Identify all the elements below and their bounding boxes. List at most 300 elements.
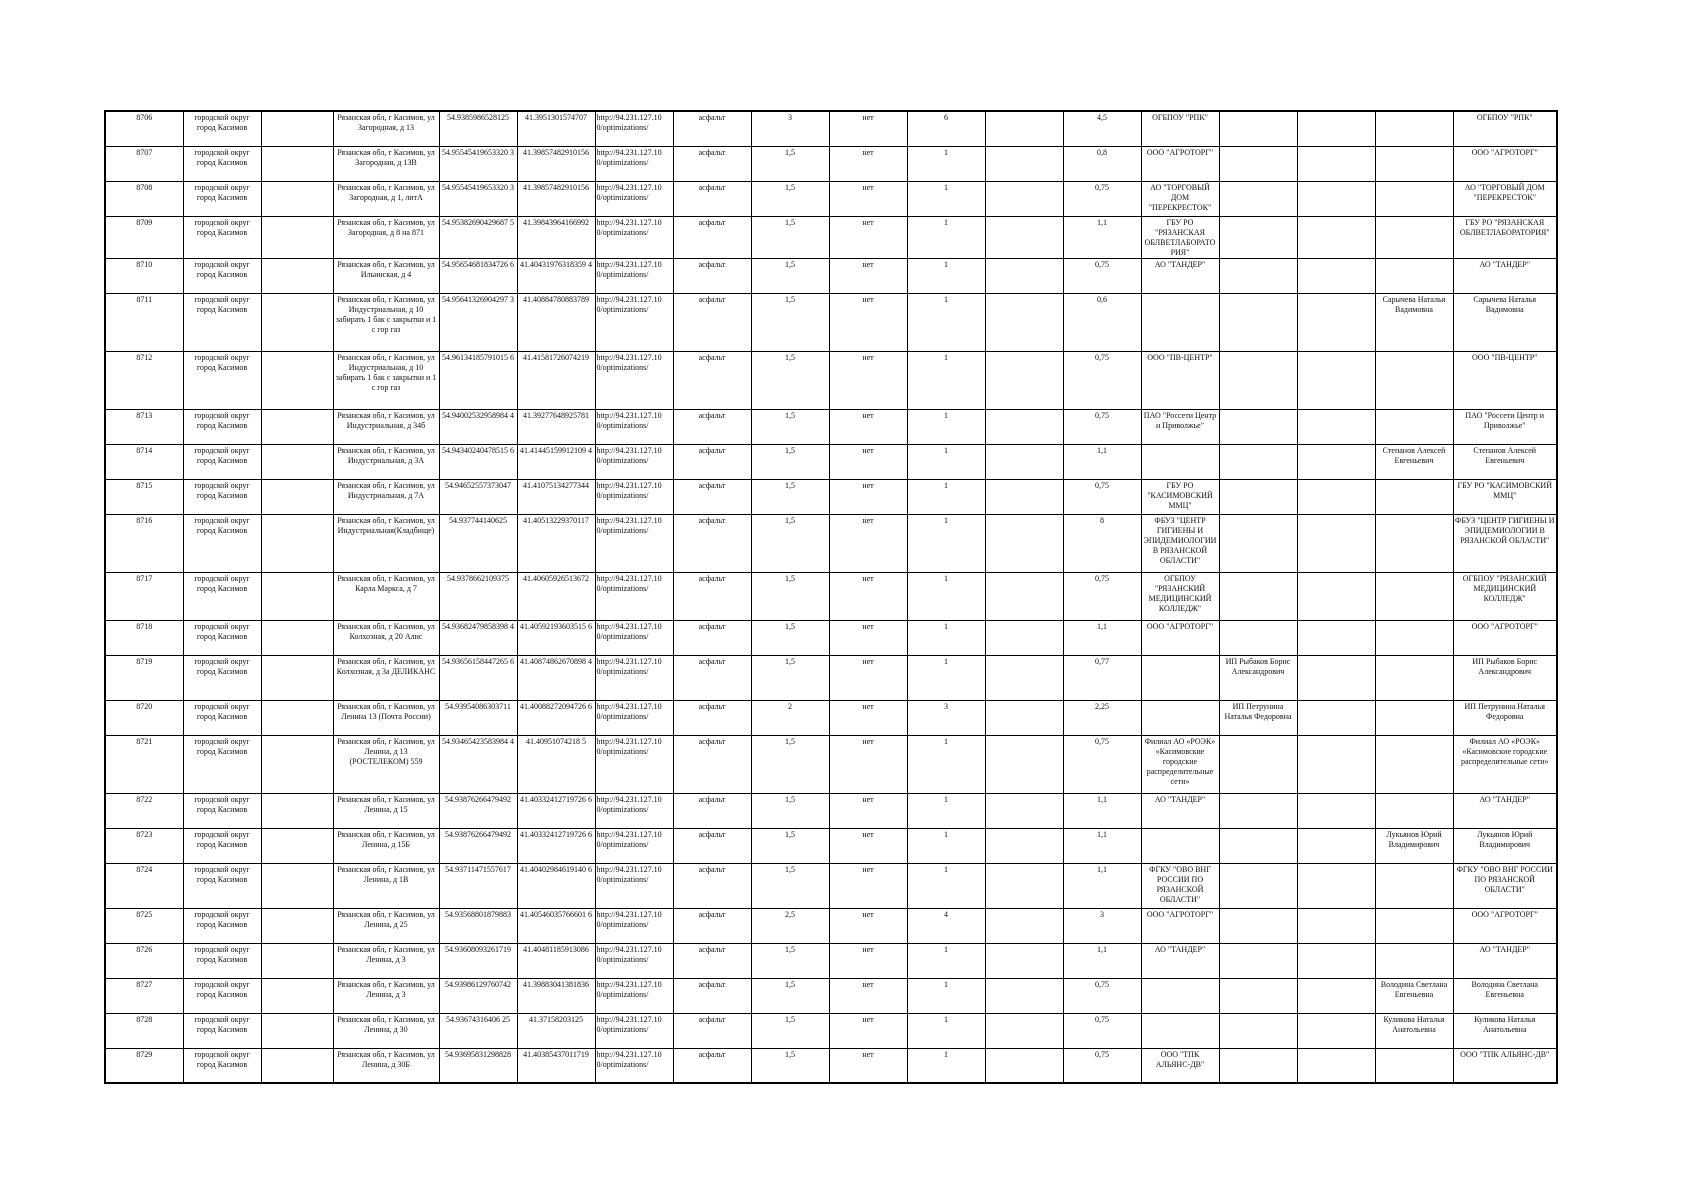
organization-cell: АО "ТАНДЕР" — [1141, 943, 1219, 978]
longitude-cell: 41.40592193603515 6 — [517, 620, 595, 655]
empty-cell — [985, 181, 1063, 216]
surface-cell: асфальт — [673, 700, 751, 735]
shelter-cell: нет — [829, 828, 907, 863]
container-count-cell: 1 — [907, 146, 985, 181]
district-cell: городской округ город Касимов — [183, 655, 261, 700]
map-link[interactable]: http://94.231.127.10 0/optimizations/ — [595, 514, 673, 572]
individual-cell — [1375, 793, 1453, 828]
district-cell: городской округ город Касимов — [183, 735, 261, 793]
surface-cell: асфальт — [673, 409, 751, 444]
map-link[interactable]: http://94.231.127.10 0/optimizations/ — [595, 793, 673, 828]
district-cell: городской округ город Касимов — [183, 293, 261, 351]
area-cell: 1,5 — [751, 181, 829, 216]
shelter-cell: нет — [829, 258, 907, 293]
surface-cell: асфальт — [673, 978, 751, 1013]
empty-cell — [1297, 479, 1375, 514]
map-link[interactable]: http://94.231.127.10 0/optimizations/ — [595, 978, 673, 1013]
individual-cell: Куликова Наталья Анатольевна — [1375, 1013, 1453, 1048]
shelter-cell: нет — [829, 655, 907, 700]
empty-cell — [985, 409, 1063, 444]
empty-cell — [261, 293, 333, 351]
map-link[interactable]: http://94.231.127.10 0/optimizations/ — [595, 181, 673, 216]
area-cell: 1,5 — [751, 409, 829, 444]
shelter-cell: нет — [829, 111, 907, 146]
empty-cell — [985, 620, 1063, 655]
waste-source-owner-cell: ИП Рыбаков Борис Александрович — [1453, 655, 1557, 700]
map-link[interactable]: http://94.231.127.10 0/optimizations/ — [595, 908, 673, 943]
table-row — [105, 655, 1557, 700]
map-link[interactable]: http://94.231.127.10 0/optimizations/ — [595, 444, 673, 479]
longitude-cell: 41.41445159912109 4 — [517, 444, 595, 479]
container-count-cell: 1 — [907, 828, 985, 863]
waste-source-owner-cell: ФБУЗ "ЦЕНТР ГИГИЕНЫ И ЭПИДЕМИОЛОГИИ В РЯЗАНСКОЙ ОБЛАСТИ" — [1453, 514, 1557, 572]
longitude-cell: 41.37158203125 — [517, 1013, 595, 1048]
latitude-cell: 54.96134185791015 6 — [439, 351, 517, 409]
area-cell: 1,5 — [751, 444, 829, 479]
entrepreneur-cell — [1219, 978, 1297, 1013]
empty-cell — [1297, 978, 1375, 1013]
district-cell: городской округ город Касимов — [183, 828, 261, 863]
empty-cell — [985, 700, 1063, 735]
individual-cell — [1375, 1048, 1453, 1083]
latitude-cell: 54.94340240478515 6 — [439, 444, 517, 479]
surface-cell: асфальт — [673, 146, 751, 181]
empty-cell — [261, 479, 333, 514]
address-cell: Рязанская обл, г Касимов, ул Индустриальная(Кладбище) — [333, 514, 439, 572]
table-row — [105, 828, 1557, 863]
entrepreneur-cell — [1219, 620, 1297, 655]
map-link[interactable]: http://94.231.127.10 0/optimizations/ — [595, 479, 673, 514]
entrepreneur-cell — [1219, 293, 1297, 351]
longitude-cell: 41.40546035766601 6 — [517, 908, 595, 943]
surface-cell: асфальт — [673, 111, 751, 146]
address-cell: Рязанская обл, г Касимов, ул Ленина, д 1В — [333, 863, 439, 908]
empty-cell — [261, 111, 333, 146]
individual-cell — [1375, 111, 1453, 146]
surface-cell: асфальт — [673, 793, 751, 828]
latitude-cell: 54.95654681834726 6 — [439, 258, 517, 293]
empty-cell — [1297, 1048, 1375, 1083]
table-row — [105, 293, 1557, 351]
area-cell: 1,5 — [751, 793, 829, 828]
row-number: 8726 — [105, 943, 183, 978]
organization-cell: ООО "ПВ-ЦЕНТР" — [1141, 351, 1219, 409]
district-cell: городской округ город Касимов — [183, 1013, 261, 1048]
row-number: 8725 — [105, 908, 183, 943]
organization-cell — [1141, 293, 1219, 351]
longitude-cell: 41.39843964166992 — [517, 216, 595, 258]
surface-cell: асфальт — [673, 1048, 751, 1083]
container-count-cell: 1 — [907, 793, 985, 828]
empty-cell — [1297, 700, 1375, 735]
address-cell: Рязанская обл, г Касимов, ул Загородная, д 8 на 871 — [333, 216, 439, 258]
empty-cell — [261, 793, 333, 828]
empty-cell — [261, 216, 333, 258]
individual-cell — [1375, 216, 1453, 258]
individual-cell — [1375, 700, 1453, 735]
row-number: 8722 — [105, 793, 183, 828]
container-count-cell: 1 — [907, 181, 985, 216]
empty-cell — [1297, 514, 1375, 572]
waste-source-owner-cell: ИП Петрунина Наталья Федоровна — [1453, 700, 1557, 735]
row-number: 8706 — [105, 111, 183, 146]
longitude-cell: 41.40402984619140 6 — [517, 863, 595, 908]
row-number: 8721 — [105, 735, 183, 793]
address-cell: Рязанская обл, г Касимов, ул Ленина, д 15 — [333, 793, 439, 828]
longitude-cell: 41.40951074218 5 — [517, 735, 595, 793]
individual-cell — [1375, 908, 1453, 943]
organization-cell: ГБУ РО "КАСИМОВСКИЙ ММЦ" — [1141, 479, 1219, 514]
address-cell: Рязанская обл, г Касимов, ул Ленина, д 30 — [333, 1013, 439, 1048]
table-row — [105, 943, 1557, 978]
latitude-cell: 54.94002532958984 4 — [439, 409, 517, 444]
table-row — [105, 863, 1557, 908]
empty-cell — [985, 943, 1063, 978]
surface-cell: асфальт — [673, 479, 751, 514]
container-count-cell: 1 — [907, 863, 985, 908]
area-cell: 1,5 — [751, 216, 829, 258]
row-number: 8713 — [105, 409, 183, 444]
table-row — [105, 111, 1557, 146]
empty-cell — [1297, 111, 1375, 146]
container-count-cell: 1 — [907, 572, 985, 620]
map-link[interactable]: http://94.231.127.10 0/optimizations/ — [595, 828, 673, 863]
map-link[interactable]: http://94.231.127.10 0/optimizations/ — [595, 735, 673, 793]
organization-cell: ОГБПОУ "РЯЗАНСКИЙ МЕДИЦИНСКИЙ КОЛЛЕДЖ" — [1141, 572, 1219, 620]
volume-cell: 0,75 — [1063, 978, 1141, 1013]
empty-cell — [985, 146, 1063, 181]
empty-cell — [985, 735, 1063, 793]
volume-cell: 0,75 — [1063, 181, 1141, 216]
row-number: 8710 — [105, 258, 183, 293]
organization-cell: ПАО "Россети Центр и Приволжье" — [1141, 409, 1219, 444]
individual-cell — [1375, 258, 1453, 293]
individual-cell — [1375, 943, 1453, 978]
waste-source-owner-cell: ООО "ТПК АЛЬЯНС-ДВ" — [1453, 1048, 1557, 1083]
map-link[interactable]: http://94.231.127.10 0/optimizations/ — [595, 1048, 673, 1083]
container-count-cell: 1 — [907, 293, 985, 351]
latitude-cell: 54.93695831298828 — [439, 1048, 517, 1083]
surface-cell: асфальт — [673, 258, 751, 293]
organization-cell — [1141, 655, 1219, 700]
latitude-cell: 54.93465423583984 4 — [439, 735, 517, 793]
waste-source-owner-cell: Володина Светлана Евгеньевна — [1453, 978, 1557, 1013]
shelter-cell: нет — [829, 735, 907, 793]
map-link[interactable]: http://94.231.127.10 0/optimizations/ — [595, 258, 673, 293]
waste-source-owner-cell: ГБУ РО "РЯЗАНСКАЯ ОБЛВЕТЛАБОРАТОРИЯ" — [1453, 216, 1557, 258]
empty-cell — [985, 1013, 1063, 1048]
organization-cell — [1141, 1013, 1219, 1048]
row-number: 8717 — [105, 572, 183, 620]
organization-cell: Филиал АО «РОЭК» «Касимовские городские распределительные сети» — [1141, 735, 1219, 793]
empty-cell — [1297, 146, 1375, 181]
address-cell: Рязанская обл, г Касимов, ул Загородная, д 13 — [333, 111, 439, 146]
map-link[interactable]: http://94.231.127.10 0/optimizations/ — [595, 655, 673, 700]
organization-cell: АО "ТАНДЕР" — [1141, 258, 1219, 293]
shelter-cell: нет — [829, 293, 907, 351]
waste-source-owner-cell: ОГБПОУ "РЯЗАНСКИЙ МЕДИЦИНСКИЙ КОЛЛЕДЖ" — [1453, 572, 1557, 620]
table-row — [105, 700, 1557, 735]
volume-cell: 2,25 — [1063, 700, 1141, 735]
individual-cell — [1375, 181, 1453, 216]
latitude-cell: 54.937744140625 — [439, 514, 517, 572]
individual-cell — [1375, 514, 1453, 572]
surface-cell: асфальт — [673, 828, 751, 863]
longitude-cell: 41.40481185913086 — [517, 943, 595, 978]
empty-cell — [985, 258, 1063, 293]
waste-source-owner-cell: ОГБПОУ "РПК" — [1453, 111, 1557, 146]
empty-cell — [261, 735, 333, 793]
empty-cell — [985, 655, 1063, 700]
latitude-cell: 54.94652557373047 — [439, 479, 517, 514]
organization-cell: ООО "АГРОТОРГ" — [1141, 908, 1219, 943]
longitude-cell: 41.40605926513672 — [517, 572, 595, 620]
container-count-cell: 1 — [907, 514, 985, 572]
empty-cell — [1297, 908, 1375, 943]
district-cell: городской округ город Касимов — [183, 978, 261, 1013]
shelter-cell: нет — [829, 908, 907, 943]
longitude-cell: 41.40332412719726 6 — [517, 828, 595, 863]
latitude-cell: 54.95382690429687 5 — [439, 216, 517, 258]
map-link[interactable]: http://94.231.127.10 0/optimizations/ — [595, 216, 673, 258]
waste-source-owner-cell: Сарычева Наталья Вадимовна — [1453, 293, 1557, 351]
empty-cell — [985, 572, 1063, 620]
map-link[interactable]: http://94.231.127.10 0/optimizations/ — [595, 293, 673, 351]
longitude-cell: 41.39883041381836 — [517, 978, 595, 1013]
address-cell: Рязанская обл, г Касимов, ул Загородная, д 13В — [333, 146, 439, 181]
area-cell: 1,5 — [751, 351, 829, 409]
waste-source-owner-cell: АО "ТОРГОВЫЙ ДОМ "ПЕРЕКРЕСТОК" — [1453, 181, 1557, 216]
longitude-cell: 41.39857482910156 — [517, 146, 595, 181]
address-cell: Рязанская обл, г Касимов, ул Индустриальная, д 10 забирать 1 бак с закрытки и 1 с гор газ — [333, 351, 439, 409]
shelter-cell: нет — [829, 514, 907, 572]
empty-cell — [1297, 1013, 1375, 1048]
individual-cell: Володина Светлана Евгеньевна — [1375, 978, 1453, 1013]
district-cell: городской округ город Касимов — [183, 146, 261, 181]
waste-source-owner-cell: ПАО "Россети Центр и Приволжье" — [1453, 409, 1557, 444]
longitude-cell: 41.3951301574707 — [517, 111, 595, 146]
waste-source-owner-cell: ООО "АГРОТОРГ" — [1453, 908, 1557, 943]
map-link[interactable]: http://94.231.127.10 0/optimizations/ — [595, 1013, 673, 1048]
table-row — [105, 181, 1557, 216]
row-number: 8729 — [105, 1048, 183, 1083]
area-cell: 1,5 — [751, 978, 829, 1013]
waste-source-owner-cell: ООО "АГРОТОРГ" — [1453, 146, 1557, 181]
shelter-cell: нет — [829, 444, 907, 479]
row-number: 8712 — [105, 351, 183, 409]
district-cell: городской округ город Касимов — [183, 572, 261, 620]
empty-cell — [261, 978, 333, 1013]
organization-cell: ООО "ТПК АЛЬЯНС-ДВ" — [1141, 1048, 1219, 1083]
shelter-cell: нет — [829, 1013, 907, 1048]
waste-source-owner-cell: Лукьянов Юрий Владимирович — [1453, 828, 1557, 863]
empty-cell — [261, 351, 333, 409]
organization-cell: ФГКУ "ОВО ВНГ РОССИИ ПО РЯЗАНСКОЙ ОБЛАСТИ" — [1141, 863, 1219, 908]
organization-cell: АО "ТОРГОВЫЙ ДОМ "ПЕРЕКРЕСТОК" — [1141, 181, 1219, 216]
shelter-cell: нет — [829, 620, 907, 655]
latitude-cell: 54.93682479858398 4 — [439, 620, 517, 655]
volume-cell: 4,5 — [1063, 111, 1141, 146]
map-link[interactable]: http://94.231.127.10 0/optimizations/ — [595, 351, 673, 409]
table-row — [105, 409, 1557, 444]
individual-cell — [1375, 409, 1453, 444]
empty-cell — [985, 863, 1063, 908]
table-row — [105, 216, 1557, 258]
address-cell: Рязанская обл, г Касимов, ул Индустриальная, д 7А — [333, 479, 439, 514]
district-cell: городской округ город Касимов — [183, 943, 261, 978]
entrepreneur-cell — [1219, 793, 1297, 828]
entrepreneur-cell — [1219, 1048, 1297, 1083]
district-cell: городской округ город Касимов — [183, 514, 261, 572]
map-link[interactable]: http://94.231.127.10 0/optimizations/ — [595, 146, 673, 181]
address-cell: Рязанская обл, г Касимов, ул Ленина, д 3 — [333, 978, 439, 1013]
organization-cell: ГБУ РО "РЯЗАНСКАЯ ОБЛВЕТЛАБОРАТОРИЯ" — [1141, 216, 1219, 258]
container-count-cell: 1 — [907, 978, 985, 1013]
address-cell: Рязанская обл, г Касимов, ул Индустриальная, д 10 забирать 1 бак с закрытки и 1 с гор газ — [333, 293, 439, 351]
registry-sheet — [104, 110, 1558, 1084]
organization-cell — [1141, 444, 1219, 479]
table-row — [105, 1048, 1557, 1083]
organization-cell: АО "ТАНДЕР" — [1141, 793, 1219, 828]
map-link[interactable]: http://94.231.127.10 0/optimizations/ — [595, 620, 673, 655]
registry-table — [104, 110, 1558, 1084]
latitude-cell: 54.93674316406 25 — [439, 1013, 517, 1048]
row-number: 8708 — [105, 181, 183, 216]
container-count-cell: 1 — [907, 351, 985, 409]
volume-cell: 0,75 — [1063, 572, 1141, 620]
map-link[interactable]: http://94.231.127.10 0/optimizations/ — [595, 943, 673, 978]
empty-cell — [985, 1048, 1063, 1083]
individual-cell — [1375, 863, 1453, 908]
individual-cell: Степанов Алексей Евгеньевич — [1375, 444, 1453, 479]
volume-cell: 1,1 — [1063, 943, 1141, 978]
area-cell: 1,5 — [751, 479, 829, 514]
area-cell: 1,5 — [751, 735, 829, 793]
longitude-cell: 41.39277648925781 — [517, 409, 595, 444]
volume-cell: 0,75 — [1063, 479, 1141, 514]
individual-cell: Лукьянов Юрий Владимирович — [1375, 828, 1453, 863]
container-count-cell: 1 — [907, 943, 985, 978]
organization-cell — [1141, 700, 1219, 735]
organization-cell — [1141, 978, 1219, 1013]
organization-cell: ООО "АГРОТОРГ" — [1141, 620, 1219, 655]
entrepreneur-cell — [1219, 409, 1297, 444]
surface-cell: асфальт — [673, 943, 751, 978]
entrepreneur-cell — [1219, 351, 1297, 409]
map-link[interactable]: http://94.231.127.10 0/optimizations/ — [595, 863, 673, 908]
empty-cell — [261, 181, 333, 216]
entrepreneur-cell — [1219, 146, 1297, 181]
waste-source-owner-cell: Филиал АО «РОЭК» «Касимовские городские распределительные сети» — [1453, 735, 1557, 793]
volume-cell: 0,6 — [1063, 293, 1141, 351]
entrepreneur-cell — [1219, 735, 1297, 793]
latitude-cell: 54.95545419653320 3 — [439, 146, 517, 181]
volume-cell: 3 — [1063, 908, 1141, 943]
surface-cell: асфальт — [673, 620, 751, 655]
empty-cell — [261, 146, 333, 181]
container-count-cell: 4 — [907, 908, 985, 943]
container-count-cell: 6 — [907, 111, 985, 146]
address-cell: Рязанская обл, г Касимов, ул Ленина, д 13 (РОСТЕЛЕКОМ) 559 — [333, 735, 439, 793]
row-number: 8727 — [105, 978, 183, 1013]
surface-cell: асфальт — [673, 293, 751, 351]
volume-cell: 0,75 — [1063, 258, 1141, 293]
container-count-cell: 3 — [907, 700, 985, 735]
map-link[interactable]: http://94.231.127.10 0/optimizations/ — [595, 409, 673, 444]
organization-cell — [1141, 828, 1219, 863]
latitude-cell: 54.93986129760742 — [439, 978, 517, 1013]
container-count-cell: 1 — [907, 1013, 985, 1048]
entrepreneur-cell: ИП Рыбаков Борис Александрович — [1219, 655, 1297, 700]
row-number: 8719 — [105, 655, 183, 700]
district-cell: городской округ город Касимов — [183, 700, 261, 735]
district-cell: городской округ город Касимов — [183, 351, 261, 409]
latitude-cell: 54.95641326904297 3 — [439, 293, 517, 351]
row-number: 8707 — [105, 146, 183, 181]
empty-cell — [261, 620, 333, 655]
longitude-cell: 41.40431976318359 4 — [517, 258, 595, 293]
table-row — [105, 793, 1557, 828]
surface-cell: асфальт — [673, 655, 751, 700]
surface-cell: асфальт — [673, 351, 751, 409]
individual-cell — [1375, 351, 1453, 409]
latitude-cell: 54.95545419653320 3 — [439, 181, 517, 216]
row-number: 8718 — [105, 620, 183, 655]
map-link[interactable]: http://94.231.127.10 0/optimizations/ — [595, 700, 673, 735]
shelter-cell: нет — [829, 181, 907, 216]
individual-cell — [1375, 735, 1453, 793]
surface-cell: асфальт — [673, 863, 751, 908]
table-row — [105, 444, 1557, 479]
address-cell: Рязанская обл, г Касимов, ул Загородная, д 1, литА — [333, 181, 439, 216]
area-cell: 1,5 — [751, 828, 829, 863]
shelter-cell: нет — [829, 572, 907, 620]
shelter-cell: нет — [829, 978, 907, 1013]
shelter-cell: нет — [829, 863, 907, 908]
empty-cell — [261, 863, 333, 908]
container-count-cell: 1 — [907, 735, 985, 793]
address-cell: Рязанская обл, г Касимов, ул Ленина, д 30Б — [333, 1048, 439, 1083]
row-number: 8728 — [105, 1013, 183, 1048]
entrepreneur-cell — [1219, 258, 1297, 293]
shelter-cell: нет — [829, 216, 907, 258]
empty-cell — [985, 828, 1063, 863]
map-link[interactable]: http://94.231.127.10 0/optimizations/ — [595, 111, 673, 146]
empty-cell — [1297, 293, 1375, 351]
empty-cell — [1297, 863, 1375, 908]
entrepreneur-cell: ИП Петрунина Наталья Федоровна — [1219, 700, 1297, 735]
district-cell: городской округ город Касимов — [183, 863, 261, 908]
surface-cell: асфальт — [673, 735, 751, 793]
row-number: 8720 — [105, 700, 183, 735]
shelter-cell: нет — [829, 793, 907, 828]
table-row — [105, 572, 1557, 620]
district-cell: городской округ город Касимов — [183, 444, 261, 479]
table-row — [105, 479, 1557, 514]
registry-table-body — [105, 111, 1557, 1083]
waste-source-owner-cell: ГБУ РО "КАСИМОВСКИЙ ММЦ" — [1453, 479, 1557, 514]
individual-cell — [1375, 479, 1453, 514]
longitude-cell: 41.41581726074219 — [517, 351, 595, 409]
empty-cell — [261, 1013, 333, 1048]
individual-cell — [1375, 572, 1453, 620]
address-cell: Рязанская обл, г Касимов, ул Колхозная, д 3а ДЕЛИКАНС — [333, 655, 439, 700]
individual-cell — [1375, 620, 1453, 655]
area-cell: 1,5 — [751, 258, 829, 293]
volume-cell: 1,1 — [1063, 828, 1141, 863]
map-link[interactable]: http://94.231.127.10 0/optimizations/ — [595, 572, 673, 620]
container-count-cell: 1 — [907, 444, 985, 479]
